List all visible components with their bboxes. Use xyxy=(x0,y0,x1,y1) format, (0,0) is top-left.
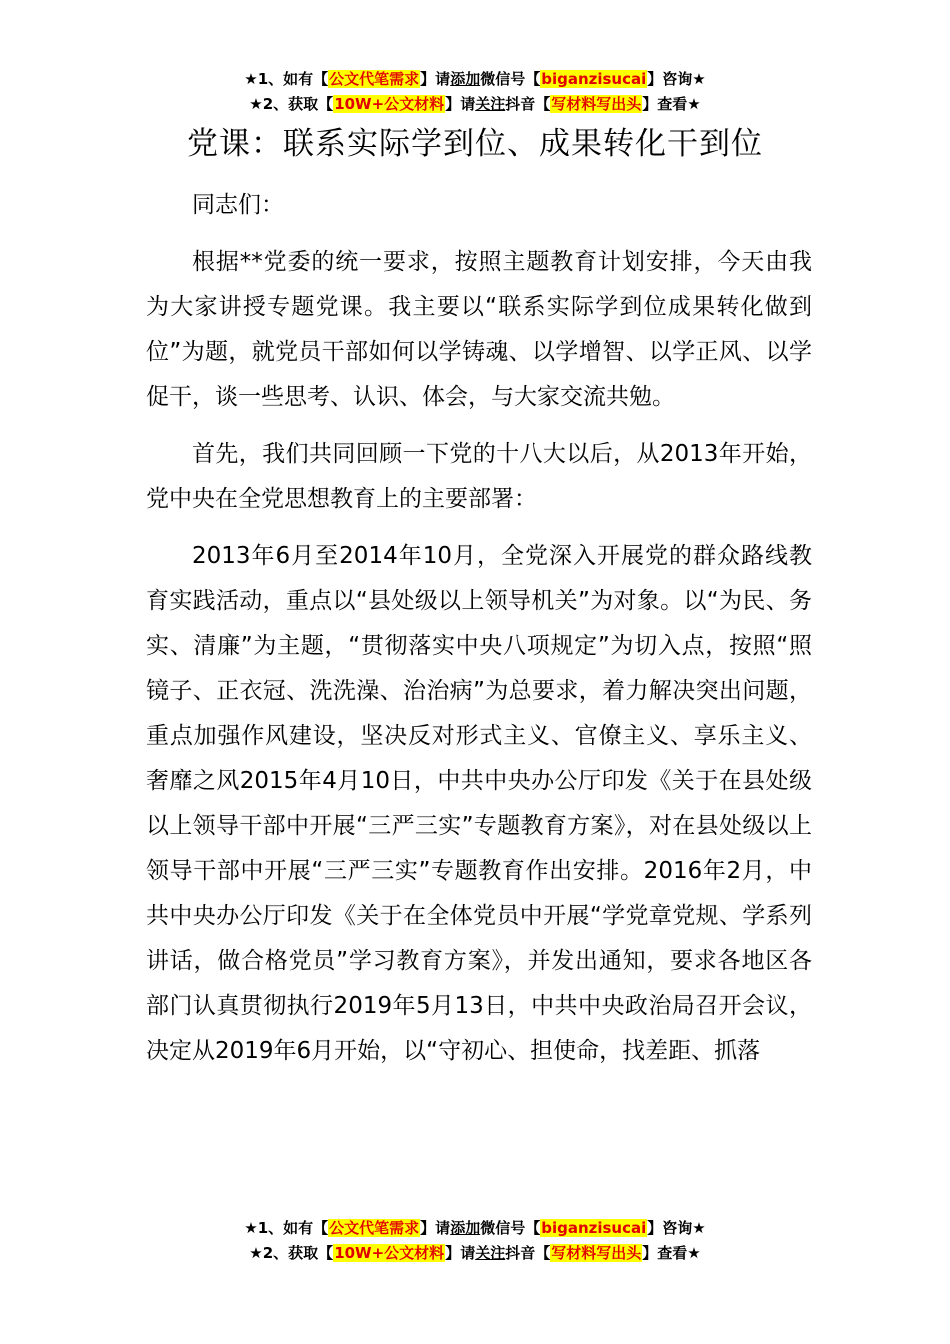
banner-highlight-wechat-id: biganzisucai xyxy=(541,1219,647,1237)
banner-highlight-service: 公文代笔需求 xyxy=(329,70,420,88)
banner-line-1: ★1、如有【公文代笔需求】请添加微信号【biganzisucai】咨询★ xyxy=(244,1219,706,1237)
header-banner xyxy=(0,67,950,117)
banner-line-1: ★1、如有【公文代笔需求】请添加微信号【biganzisucai】咨询★ xyxy=(244,70,706,88)
banner-line-2: ★2、获取【10W+公文材料】请关注抖音【写材料写出头】查看★ xyxy=(249,95,701,113)
banner-highlight-service: 公文代笔需求 xyxy=(329,1219,420,1237)
footer-banner xyxy=(0,1216,950,1266)
banner-highlight-douyin: 写材料写出头 xyxy=(551,95,642,113)
document-body xyxy=(146,183,812,1074)
document-title: 党课：联系实际学到位、成果转化干到位 xyxy=(187,126,763,162)
paragraph-review: 首先，我们共同回顾一下党的十八大以后，从2013年开始，党中央在全党思想教育上的主要部署： xyxy=(146,441,812,512)
paragraph-history: 2013年6月至2014年10月，全党深入开展党的群众路线教育实践活动，重点以“县处级以上领导机关”为对象。以“为民、务实、清廉”为主题，“贯彻落实中央八项规定”为切入点，按照“照镜子、正衣冠、洗洗澡、治治病”为总要求，着力解决突出问题，重点加强作风建设，坚决反对形式主义、官僚主义、享乐主义、奢靡之风2015年4月10日，中共中央办公厅印发《关于在县处级以上领导干部中开展“三严三实”专题教育方案》，对在县处级以上领导干部中开展“三严三实”专题教育作出安排。2016年2月，中共中央办公厅印发《关于在全体党员中开展“学党章党规、学系列讲话，做合格党员”学习教育方案》，并发出通知，要求各地区各部门认真贯彻执行2019年5月13日，中共中央政治局召开会议，决定从2019年6月开始，以“守初心、担使命，找差距、抓落 xyxy=(146,543,812,1064)
paragraph-intro: 根据**党委的统一要求，按照主题教育计划安排，今天由我为大家讲授专题党课。我主要以“联系实际学到位成果转化做到位”为题，就党员干部如何以学铸魂、以学增智、以学正风、以学促干，谈一些思考、认识、体会，与大家交流共勉。 xyxy=(146,249,812,410)
banner-highlight-materials: 10W+公文材料 xyxy=(334,95,445,113)
banner-highlight-douyin: 写材料写出头 xyxy=(551,1244,642,1262)
banner-line-2: ★2、获取【10W+公文材料】请关注抖音【写材料写出头】查看★ xyxy=(249,1244,701,1262)
greeting: 同志们： xyxy=(192,192,284,218)
banner-highlight-wechat-id: biganzisucai xyxy=(541,70,647,88)
banner-highlight-materials: 10W+公文材料 xyxy=(334,1244,445,1262)
